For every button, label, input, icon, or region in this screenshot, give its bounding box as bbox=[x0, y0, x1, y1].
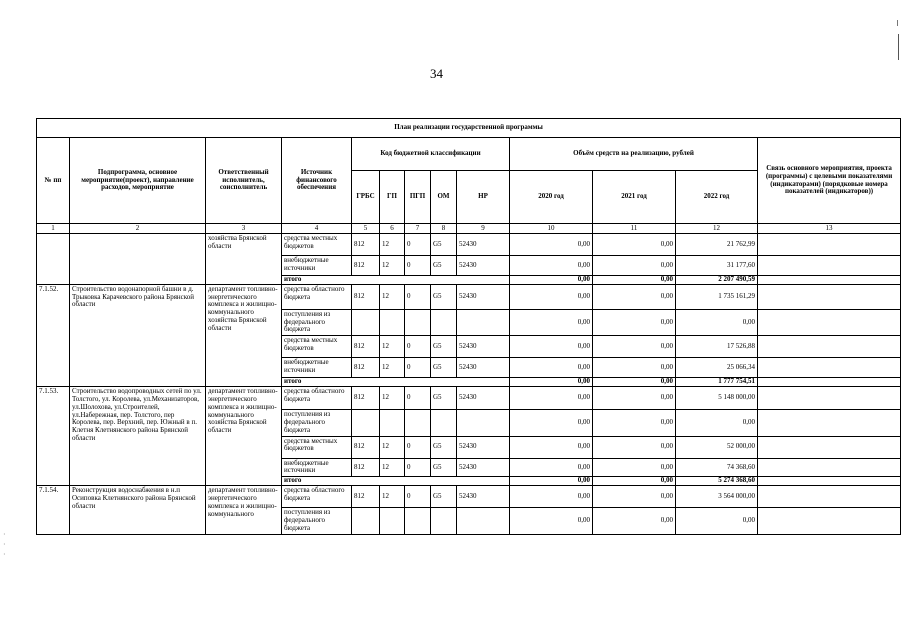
header-volume: Объём средств на реализацию, рублей bbox=[510, 138, 758, 171]
link-indicator bbox=[758, 477, 901, 486]
code-nr: 52430 bbox=[457, 284, 510, 309]
code-pgp: 0 bbox=[405, 234, 431, 256]
program-plan-table bbox=[36, 118, 901, 535]
page-number: 34 bbox=[430, 66, 443, 81]
amount-2021: 0,00 bbox=[593, 358, 676, 378]
amount-2020: 0,00 bbox=[510, 309, 593, 335]
code-pgp: 0 bbox=[405, 486, 431, 508]
funding-source: средства местных бюджетов bbox=[282, 234, 352, 256]
code-om: G5 bbox=[431, 256, 457, 276]
header-nr: НР bbox=[457, 171, 510, 224]
item-number bbox=[37, 234, 70, 285]
code-om: G5 bbox=[431, 387, 457, 410]
amount-2021: 0,00 bbox=[593, 477, 676, 486]
header-source: Источник финансового обеспечения bbox=[282, 138, 352, 224]
funding-source: внебюджетные источники bbox=[282, 256, 352, 276]
scan-margin-dots: · · · bbox=[3, 530, 6, 559]
link-indicator bbox=[758, 387, 901, 410]
amount-2022: 0,00 bbox=[676, 309, 758, 335]
code-grbs: 812 bbox=[352, 436, 380, 458]
total-label: итого bbox=[282, 276, 510, 285]
item-executor: департамент топливно-энергетического комплекса и жилищно-коммунального хозяйства Брянской области bbox=[206, 387, 282, 486]
code-om: G5 bbox=[431, 486, 457, 508]
item-executor: хозяйства Брянской области bbox=[206, 234, 282, 285]
code-gp: 12 bbox=[380, 458, 405, 477]
funding-source: поступления из федерального бюджета bbox=[282, 309, 352, 335]
link-indicator bbox=[758, 436, 901, 458]
link-indicator bbox=[758, 234, 901, 256]
amount-2020: 0,00 bbox=[510, 477, 593, 486]
scan-edge-mark bbox=[897, 20, 898, 26]
code-gp: 12 bbox=[380, 486, 405, 508]
code-om bbox=[431, 309, 457, 335]
item-number: 7.1.54. bbox=[37, 486, 70, 534]
col-number: 9 bbox=[457, 224, 510, 234]
code-nr: 52430 bbox=[457, 358, 510, 378]
col-number: 12 bbox=[676, 224, 758, 234]
code-pgp: 0 bbox=[405, 284, 431, 309]
amount-2022: 17 526,88 bbox=[676, 336, 758, 358]
amount-2021: 0,00 bbox=[593, 508, 676, 534]
code-gp bbox=[380, 309, 405, 335]
amount-2021: 0,00 bbox=[593, 486, 676, 508]
funding-source: внебюджетные источники bbox=[282, 358, 352, 378]
code-nr bbox=[457, 410, 510, 436]
amount-2020: 0,00 bbox=[510, 256, 593, 276]
scan-edge-mark bbox=[898, 34, 899, 60]
item-number: 7.1.52. bbox=[37, 284, 70, 386]
code-pgp: 0 bbox=[405, 387, 431, 410]
col-number: 13 bbox=[758, 224, 901, 234]
code-om bbox=[431, 410, 457, 436]
funding-source: средства областного бюджета bbox=[282, 387, 352, 410]
amount-2022: 31 177,60 bbox=[676, 256, 758, 276]
code-pgp bbox=[405, 410, 431, 436]
amount-2022: 52 000,00 bbox=[676, 436, 758, 458]
amount-2020: 0,00 bbox=[510, 358, 593, 378]
col-number: 7 bbox=[405, 224, 431, 234]
code-nr: 52430 bbox=[457, 486, 510, 508]
amount-2022: 1 735 161,29 bbox=[676, 284, 758, 309]
code-gp: 12 bbox=[380, 358, 405, 378]
header-link: Связь основного мероприятия, проекта (программы) с целевыми показателями (индикаторами) (порядковые номера показателей (индикаторов)) bbox=[758, 138, 901, 224]
link-indicator bbox=[758, 508, 901, 534]
link-indicator bbox=[758, 309, 901, 335]
col-number: 6 bbox=[380, 224, 405, 234]
code-gp: 12 bbox=[380, 387, 405, 410]
code-nr: 52430 bbox=[457, 387, 510, 410]
code-nr bbox=[457, 309, 510, 335]
header-om: ОМ bbox=[431, 171, 457, 224]
amount-2020: 0,00 bbox=[510, 458, 593, 477]
code-grbs: 812 bbox=[352, 387, 380, 410]
header-grbs: ГРБС bbox=[352, 171, 380, 224]
code-nr bbox=[457, 508, 510, 534]
amount-2022: 21 762,99 bbox=[676, 234, 758, 256]
code-grbs bbox=[352, 309, 380, 335]
amount-2020: 0,00 bbox=[510, 378, 593, 387]
amount-2021: 0,00 bbox=[593, 309, 676, 335]
code-om: G5 bbox=[431, 336, 457, 358]
code-pgp: 0 bbox=[405, 436, 431, 458]
code-pgp bbox=[405, 309, 431, 335]
amount-2020: 0,00 bbox=[510, 387, 593, 410]
amount-2020: 0,00 bbox=[510, 508, 593, 534]
amount-2020: 0,00 bbox=[510, 410, 593, 436]
amount-2021: 0,00 bbox=[593, 387, 676, 410]
code-grbs bbox=[352, 508, 380, 534]
item-number: 7.1.53. bbox=[37, 387, 70, 486]
item-name: Реконструкция водоснабжения в н.п Осиповка Клетнянского района Брянской области bbox=[70, 486, 206, 534]
total-label: итого bbox=[282, 378, 510, 387]
amount-2021: 0,00 bbox=[593, 436, 676, 458]
table-row bbox=[37, 284, 901, 309]
col-number: 10 bbox=[510, 224, 593, 234]
amount-2022: 1 777 754,51 bbox=[676, 378, 758, 387]
funding-source: поступления из федерального бюджета bbox=[282, 508, 352, 534]
code-grbs: 812 bbox=[352, 358, 380, 378]
header-2021: 2021 год bbox=[593, 171, 676, 224]
amount-2022: 0,00 bbox=[676, 508, 758, 534]
header-2020: 2020 год bbox=[510, 171, 593, 224]
table-row bbox=[37, 234, 901, 256]
amount-2020: 0,00 bbox=[510, 276, 593, 285]
code-om: G5 bbox=[431, 358, 457, 378]
table-title: План реализации государственной программы bbox=[37, 119, 901, 138]
code-grbs: 812 bbox=[352, 336, 380, 358]
item-name bbox=[70, 234, 206, 285]
header-2022: 2022 год bbox=[676, 171, 758, 224]
code-gp: 12 bbox=[380, 336, 405, 358]
item-name: Строительство водонапорной башни в д. Трыковка Карачевского района Брянской области bbox=[70, 284, 206, 386]
code-nr: 52430 bbox=[457, 234, 510, 256]
amount-2021: 0,00 bbox=[593, 284, 676, 309]
col-number: 8 bbox=[431, 224, 457, 234]
amount-2022: 25 066,34 bbox=[676, 358, 758, 378]
code-nr: 52430 bbox=[457, 256, 510, 276]
funding-source: средства областного бюджета bbox=[282, 486, 352, 508]
code-grbs: 812 bbox=[352, 234, 380, 256]
code-pgp: 0 bbox=[405, 256, 431, 276]
col-number: 1 bbox=[37, 224, 70, 234]
code-grbs: 812 bbox=[352, 256, 380, 276]
amount-2022: 74 368,60 bbox=[676, 458, 758, 477]
amount-2020: 0,00 bbox=[510, 486, 593, 508]
link-indicator bbox=[758, 378, 901, 387]
code-om: G5 bbox=[431, 234, 457, 256]
code-gp: 12 bbox=[380, 256, 405, 276]
code-gp: 12 bbox=[380, 284, 405, 309]
amount-2022: 5 274 368,60 bbox=[676, 477, 758, 486]
amount-2021: 0,00 bbox=[593, 410, 676, 436]
code-pgp: 0 bbox=[405, 336, 431, 358]
code-grbs: 812 bbox=[352, 284, 380, 309]
funding-source: поступления из федерального бюджета bbox=[282, 410, 352, 436]
code-grbs bbox=[352, 410, 380, 436]
table-body bbox=[37, 234, 901, 535]
amount-2021: 0,00 bbox=[593, 234, 676, 256]
code-gp bbox=[380, 410, 405, 436]
amount-2020: 0,00 bbox=[510, 336, 593, 358]
col-number: 4 bbox=[282, 224, 352, 234]
header-pgp: ПГП bbox=[405, 171, 431, 224]
code-gp bbox=[380, 508, 405, 534]
code-pgp bbox=[405, 508, 431, 534]
link-indicator bbox=[758, 336, 901, 358]
code-nr: 52430 bbox=[457, 336, 510, 358]
link-indicator bbox=[758, 284, 901, 309]
amount-2022: 3 564 000,00 bbox=[676, 486, 758, 508]
code-gp: 12 bbox=[380, 234, 405, 256]
link-indicator bbox=[758, 458, 901, 477]
header-executor: Ответственный исполнитель, соисполнитель bbox=[206, 138, 282, 224]
header-gp: ГП bbox=[380, 171, 405, 224]
link-indicator bbox=[758, 358, 901, 378]
funding-source: средства местных бюджетов bbox=[282, 336, 352, 358]
item-name: Строительство водопроводных сетей по ул. Толстого, ул. Королева, ул.Механизаторов, ул.Шолохова, ул.Строителей, ул.Набережная, пер. Толстого, пер Королева, пер. Верхний, пер. Южный в п. Клетня Клетнянского района Брянской области bbox=[70, 387, 206, 486]
col-number: 2 bbox=[70, 224, 206, 234]
item-executor: департамент топливно-энергетического комплекса и жилищно-коммунального bbox=[206, 486, 282, 534]
amount-2021: 0,00 bbox=[593, 276, 676, 285]
item-executor: департамент топливно-энергетического комплекса и жилищно-коммунального хозяйства Брянской области bbox=[206, 284, 282, 386]
table-row bbox=[37, 387, 901, 410]
code-nr: 52430 bbox=[457, 436, 510, 458]
amount-2021: 0,00 bbox=[593, 378, 676, 387]
header-budget-code: Код бюджетной классификации bbox=[352, 138, 510, 171]
code-om: G5 bbox=[431, 284, 457, 309]
total-label: итого bbox=[282, 477, 510, 486]
code-om: G5 bbox=[431, 458, 457, 477]
header-subprogram: Подпрограмма, основное мероприятие(проект), направление расходов, мероприятие bbox=[70, 138, 206, 224]
amount-2021: 0,00 bbox=[593, 336, 676, 358]
table-row bbox=[37, 486, 901, 508]
link-indicator bbox=[758, 276, 901, 285]
amount-2020: 0,00 bbox=[510, 234, 593, 256]
amount-2020: 0,00 bbox=[510, 284, 593, 309]
amount-2022: 5 148 000,00 bbox=[676, 387, 758, 410]
link-indicator bbox=[758, 486, 901, 508]
code-pgp: 0 bbox=[405, 358, 431, 378]
code-grbs: 812 bbox=[352, 458, 380, 477]
amount-2022: 0,00 bbox=[676, 410, 758, 436]
link-indicator bbox=[758, 410, 901, 436]
col-number: 5 bbox=[352, 224, 380, 234]
link-indicator bbox=[758, 256, 901, 276]
code-om bbox=[431, 508, 457, 534]
funding-source: внебюджетные источники bbox=[282, 458, 352, 477]
col-number: 11 bbox=[593, 224, 676, 234]
amount-2021: 0,00 bbox=[593, 458, 676, 477]
code-gp: 12 bbox=[380, 436, 405, 458]
code-grbs: 812 bbox=[352, 486, 380, 508]
col-number: 3 bbox=[206, 224, 282, 234]
code-om: G5 bbox=[431, 436, 457, 458]
code-pgp: 0 bbox=[405, 458, 431, 477]
funding-source: средства местных бюджетов bbox=[282, 436, 352, 458]
amount-2020: 0,00 bbox=[510, 436, 593, 458]
code-nr: 52430 bbox=[457, 458, 510, 477]
funding-source: средства областного бюджета bbox=[282, 284, 352, 309]
amount-2021: 0,00 bbox=[593, 256, 676, 276]
amount-2022: 2 207 490,59 bbox=[676, 276, 758, 285]
header-num: № пп bbox=[37, 138, 70, 224]
